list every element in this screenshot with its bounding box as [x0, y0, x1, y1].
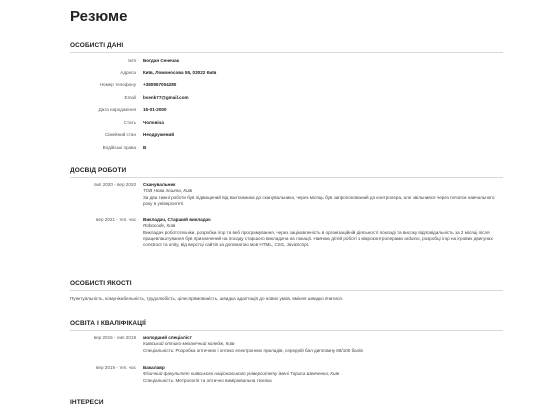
personal-row-birthdate — [70, 107, 503, 117]
page-title: Резюме — [70, 8, 128, 25]
qualities-text: Пунктуальність, комунікабельність, трудолюбість, цілеспрямованість, швидка адаптація до нових умов, вміння швидко вчитися. — [70, 296, 344, 301]
personal-row-address — [70, 70, 503, 80]
section-divider — [70, 52, 503, 53]
entry-dates: вер 2021 - теп. час — [96, 217, 136, 222]
entry-body — [143, 182, 503, 207]
row-value: bsenk77@gmail.com — [143, 95, 189, 100]
row-label: Номер телефону — [99, 82, 136, 87]
section-heading-education: ОСВІТА І КВАЛІФІКАЦІЇ — [70, 320, 146, 327]
entry-dates: вер 2015 - лип 2019 — [93, 335, 136, 340]
entry-role: Бакалавр — [143, 365, 165, 370]
entry-organization: Фізичний факультет київського національного університету імені Тараса Шевченка, Київ — [143, 371, 339, 376]
row-label: Ім'я — [128, 58, 136, 63]
row-value: Неодружений — [143, 132, 175, 137]
entry-organization: Robocode, Київ — [143, 223, 176, 228]
row-value: Богдан Сенечак — [143, 58, 179, 63]
row-value: 15-01-2000 — [143, 107, 167, 112]
section-heading-qualities: ОСОБИСТІ ЯКОСТІ — [70, 280, 132, 287]
personal-row-phone — [70, 82, 503, 92]
entry-organization: Київський оптико-механічний коледж, Київ — [143, 341, 235, 346]
personal-row-gender — [70, 120, 503, 130]
entry-description: Спеціальність: Метрологія та оптично вимірювальна техніка — [143, 378, 272, 383]
entry-body — [143, 335, 503, 354]
entry-body — [143, 217, 503, 249]
entry-role: Сканувальник — [143, 182, 176, 187]
section-heading-experience: ДОСВІД РОБОТИ — [70, 167, 127, 174]
section-divider — [70, 330, 503, 331]
entry-organization: ТОВ Нова пошта, Київ — [143, 188, 193, 193]
entry-dates: лип 2020 - вер 2020 — [93, 182, 136, 187]
entry-dates: вер 2019 - теп. час — [96, 365, 136, 370]
entry-description: За два тижні роботи був підвищений від вантажника до сканувальника, через місяць був запропонований до контролера, але звільнився через початок навчального року в університеті. — [143, 195, 495, 207]
personal-row-marital — [70, 132, 503, 142]
personal-row-email — [70, 95, 503, 105]
section-divider — [70, 290, 503, 291]
entry-description: Викладач робототехніки, розробки ігор та веб програмування, через зацікавленість в організаційній діяльності покладі та високу відповідальність за 2 місяці після працевлаштування був призначений на посаду старшого викладача на локації. Навчаю дітей роботі з мікроконтролерами arduino, розробці ігор на ігрових двигунах construct та unity, від верстці сайтів за допомогою мов HTML, CSS, JavaScript. — [143, 230, 493, 248]
row-value: +380957004280 — [143, 82, 177, 87]
row-value: B — [143, 145, 147, 150]
row-label: Водійські права — [102, 145, 136, 150]
entry-role: молодший спеціаліст — [143, 335, 192, 340]
row-label: Email — [124, 95, 136, 100]
section-heading-interests: ІНТЕРЕСИ — [70, 399, 104, 406]
section-divider — [70, 177, 503, 178]
row-label: Дата народження — [98, 107, 136, 112]
entry-body — [143, 365, 503, 384]
entry-description: Спеціальність: Розробка оптичних і оптико електронних приладів, середній бал дипломну 88/100 балів — [143, 348, 363, 353]
row-value: Чоловіча — [143, 120, 164, 125]
section-heading-personal: ОСОБИСТІ ДАНІ — [70, 42, 124, 49]
row-label: Стать — [123, 120, 136, 125]
row-label: Сімейний стан — [104, 132, 136, 137]
personal-row-license — [70, 145, 503, 155]
row-value: Київ, Ломоносова 55, 03022 Київ — [143, 70, 217, 75]
entry-role: Викладач, Старший викладач — [143, 217, 211, 222]
row-label: Адреса — [120, 70, 136, 75]
personal-row-name — [70, 58, 503, 68]
